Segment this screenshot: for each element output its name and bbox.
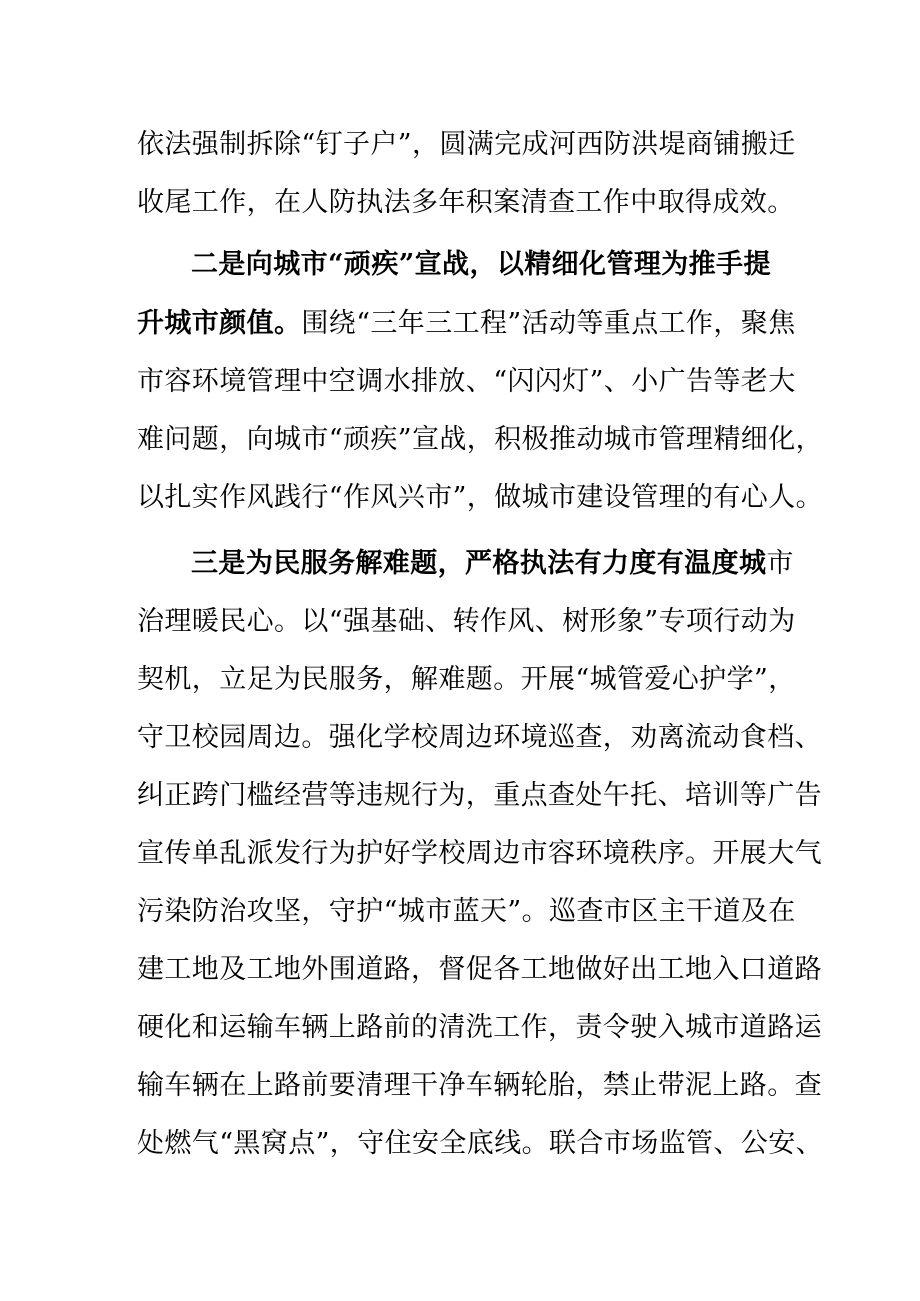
paragraph3-line-1-text: 市 [766,548,794,579]
paragraph2-line-5: 以扎实作风践行“作风兴市”，做城市建设管理的有心人。 [137,482,824,513]
paragraph3-line-8: 建工地及工地外围道路，督促各工地做好出工地入口道路 [137,954,822,985]
paragraph3-line-1 [191,544,794,584]
paragraph3-line-5: 纠正跨门槛经营等违规行为，重点查处午托、培训等广告 [137,780,822,811]
paragraph2-line-4: 难问题，向城市“顽疾”宣战，积极推动城市管理精细化， [137,424,824,455]
paragraph3-line-4: 守卫校园周边。强化学校周边环境巡查，劝离流动食档、 [137,722,822,753]
paragraph1-line-1: 依法强制拆除“钉子户”，圆满完成河西防洪堤商铺搬迁 [137,129,796,160]
paragraph2-line-3: 市容环境管理中空调水排放、“闪闪灯”、小广告等老大 [137,366,796,397]
paragraph3-line-9: 硬化和运输车辆上路前的清洗工作，责令驶入城市道路运 [137,1012,822,1043]
paragraph3-line-10: 输车辆在上路前要清理干净车辆轮胎，禁止带泥上路。查 [137,1070,822,1101]
paragraph2-line-2-text: 围绕“三年三工程”活动等重点工作，聚焦 [301,308,796,339]
paragraph3-heading: 三是为民服务解难题，严格执法有力度有温度城 [191,548,767,579]
paragraph3-line-11: 处燃气“黑窝点”，守住安全底线。联合市场监管、公安、 [137,1128,824,1159]
paragraph3-line-3: 契机，立足为民服务，解难题。开展“城管爱心护学”， [137,664,796,695]
paragraph3-line-7: 污染防治攻坚，守护“城市蓝天”。巡查市区主干道及在 [137,896,796,927]
paragraph3-line-2: 治理暖民心。以“强基础、转作风、树形象”专项行动为 [137,606,796,637]
paragraph1-line-2: 收尾工作，在人防执法多年积案清查工作中取得成效。 [137,187,795,218]
paragraph3-line-6: 宣传单乱派发行为护好学校周边市容环境秩序。开展大气 [137,838,822,869]
paragraph2-heading: 二是向城市“顽疾”宣战，以精细化管理为推手提 [191,249,771,280]
paragraph2-heading-end: 升城市颜值。 [137,308,302,339]
paragraph2-line-2 [137,304,796,344]
